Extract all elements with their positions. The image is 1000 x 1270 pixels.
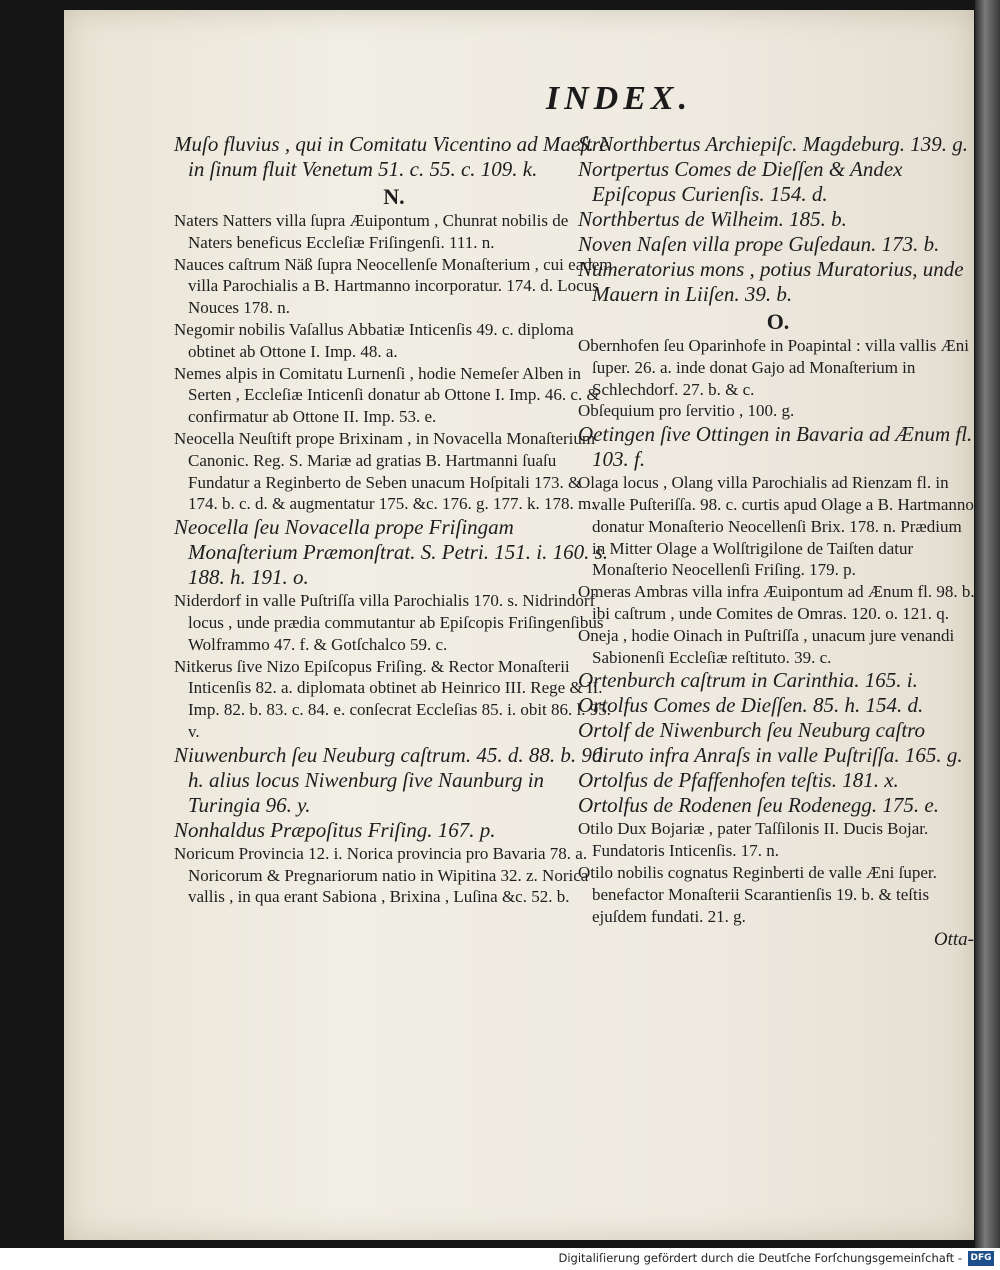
index-entry: Neocella Neuſtift prope Brixinam , in Novacella Monaſterium Canonic. Reg. S. Mariæ ad gratias B. Hartmanni ſuaſu Fundatur a Reginberto de Seben unacum Hoſpitali 173. & 174. b. c. d. & augmentatur 175. &c. 176. g. 177. k. 178. m. [174,428,596,514]
index-entry: Ortolfus de Pfaffenhofen teſtis. 181. x. [578,768,899,793]
index-entry: Otilo Dux Bojariæ , pater Taſſilonis II. Ducis Bojar. Fundatoris Inticenſis. 17. n. [578,819,929,861]
digitization-footer [0,1248,1000,1270]
catchword: Otta- [933,929,974,951]
index-entry: Ortenburch caſtrum in Carinthia. 165. i. [578,668,918,693]
page-header [64,80,974,118]
index-entry: Naters Natters villa ſupra Æuipontum , Chunrat nobilis de Naters beneficus Eccleſiæ Friſingenſi. 111. n. [174,211,569,252]
index-entry: Numeratorius mons , potius Muratorius, unde Mauern in Liiſen. 39. b. [578,257,964,306]
index-entry: Niuwenburch ſeu Neuburg caſtrum. 45. d. 88. b. 90. h. alius locus Niwenburg ſive Naunburg in Turingia 96. y. [174,742,608,817]
index-entry: Nemes alpis in Comitatu Lurnenſi , hodie Nemeſer Alben in Serten , Eccleſiæ Inticenſi donatur ab Ottone I. Imp. 46. c. & confirmatur ab Ottone II. Imp. 53. e. [174,363,600,427]
index-entry: Obſequium pro ſervitio , 100. g. [578,401,795,421]
index-entry: Nonhaldus Præpoſitus Friſing. 167. p. [174,817,496,842]
book-page [64,10,974,1240]
index-entry: Niderdorf in valle Puſtriſſa villa Parochialis 170. s. Nidrindorf locus , unde prædia commutantur ab Epiſcopis Friſingenſibus Wolframmo 47. f. & Gotſchalco 59. c. [174,591,604,654]
index-entry: Negomir nobilis Vaſallus Abbatiæ Inticenſis 49. c. diploma obtinet ab Ottone I. Imp. 48. a. [174,319,574,361]
index-entry: Nauces caſtrum Näß ſupra Neocellenſe Monaſterium , cui eadem villa Parochialis a B. Hartmanno incorporatur. 174. d. Locus Nouces 178. n. [174,254,613,318]
index-entry: Muſo fluvius , qui in Comitatu Vicentino ad Maeſtre in ſinum fluit Venetum 51. c. 55. c. 109. k. [174,132,609,181]
right-column [578,132,978,951]
index-entry: Ortolfus Comes de Dieſſen. 85. h. 154. d. [578,693,924,718]
page-title: INDEX. [545,80,693,117]
section-letter: O. [766,309,790,334]
funding-credit: Digitaliſierung gefördert durch die Deutſche Forſchungsgemeinſchaft - [558,1251,962,1265]
index-entry: Olaga locus , Olang villa Parochialis ad Rienzam fl. in valle Puſteriſſa. 98. c. curtis apud Olage a B. Hartmanno donatur Monaſterio Neocellenſi Brix. 178. n. Prædium in Mitter Olage a Wolſtrigilone de Taiſten datur Monaſterio Neocellenſi Friſing. 179. p. [578,473,974,580]
index-entry: Nortpertus Comes de Dieſſen & Andex Epiſcopus Curienſis. 154. d. [578,157,903,206]
index-entry: S. Northbertus Archiepiſc. Magdeburg. 139. g. [578,132,969,156]
index-entry: Neocella ſeu Novacella prope Friſingam Monaſterium Præmonſtrat. S. Petri. 151. i. 160. s. 188. h. 191. o. [174,515,608,590]
index-entry: Noven Naſen villa prope Guſedaun. 173. b. [578,232,940,256]
index-entry: Oneja , hodie Oinach in Puſtriſſa , unacum jure venandi Sabionenſi Eccleſiæ reſtituto. 39. c. [578,625,955,667]
left-column [174,132,614,908]
index-entry: Oetingen ſive Ottingen in Bavaria ad Ænum fl. 103. f. [578,422,973,472]
index-entry: Nitkerus ſive Nizo Epiſcopus Friſing. & Rector Monaſterii Inticenſis 82. a. diplomata obtinet ab Heinrico III. Rege & II. Imp. 82. b. 83. c. 84. e. conſecrat Eccleſias 85. i. obit 86. l. 95. v. [174,656,612,741]
index-entry: Omeras Ambras villa infra Æuipontum ad Ænum fl. 98. b. ibi caſtrum , unde Comites de Omras. 120. o. 121. q. [578,582,975,623]
index-entry: Northbertus de Wilheim. 185. b. [578,207,847,231]
index-entry: Otilo nobilis cognatus Reginberti de valle Æni ſuper. benefactor Monaſterii Scarantienſis 19. b. & teſtis ejuſdem fundati. 21. g. [578,862,937,926]
index-entry: Ortolf de Niwenburch ſeu Neuburg caſtro diruto infra Anraſs in valle Puſtriſſa. 165. g. [578,718,963,768]
index-entry: Noricum Provincia 12. i. Norica provincia pro Bavaria 78. a. Noricorum & Pregnariorum natio in Wipitina 32. z. Norica vallis , in qua erant Sabiona , Brixina , Luſina &c. 52. b. [174,843,589,907]
section-letter: N. [383,184,405,209]
dfg-logo-icon: DFG [968,1251,994,1266]
index-entry: Obernhofen ſeu Oparinhofe in Poapintal : villa vallis Æni ſuper. 26. a. inde donat Gajo ad Monaſterium in Schlechdorf. 27. b. & c. [578,336,969,399]
index-entry: Ortolfus de Rodenen ſeu Rodenegg. 175. e. [578,793,939,818]
book-spine-edge [975,0,1000,1248]
